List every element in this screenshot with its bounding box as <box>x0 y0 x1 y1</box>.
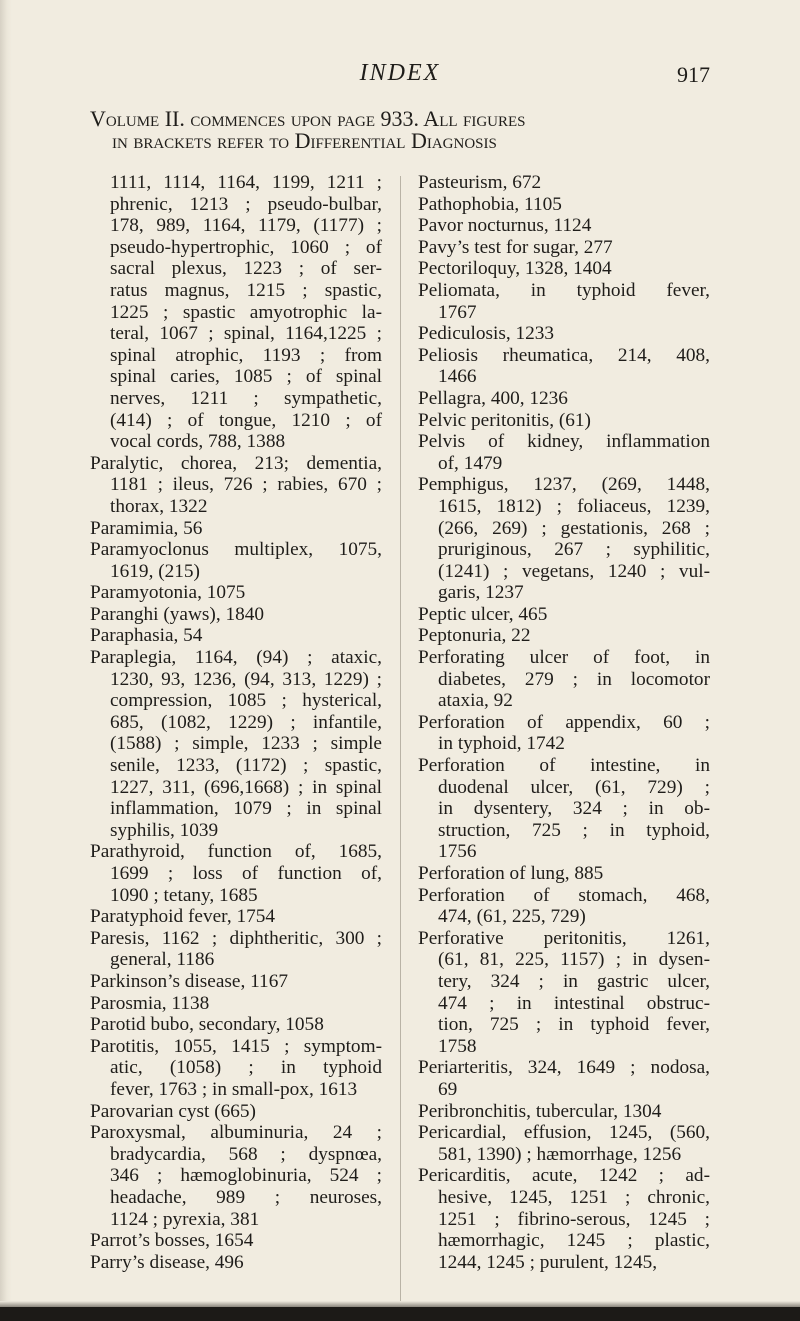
index-line: Pasteurism, 672 <box>418 172 542 193</box>
index-line: tery, 324 ; in gastric ulcer, <box>438 970 710 992</box>
index-line: thorax, 1322 <box>110 495 208 517</box>
index-line: 685, (1082, 1229) ; infantile, <box>110 711 382 733</box>
index-line: Paraplegia, 1164, (94) ; ataxic, <box>90 647 382 669</box>
index-line: Paratyphoid fever, 1754 <box>90 906 276 928</box>
index-line: 346 ; hæmoglobinuria, 524 ; <box>110 1165 382 1187</box>
index-line: of, 1479 <box>438 452 503 474</box>
index-line: 178, 989, 1164, 1179, (1177) ; <box>110 215 382 237</box>
index-line: Pathophobia, 1105 <box>418 193 562 215</box>
volume-notice <box>90 108 710 152</box>
index-line: 1124 ; pyrexia, 381 <box>110 1208 260 1230</box>
index-line: Paranghi (yaws), 1840 <box>90 603 265 625</box>
index-line: Parotid bubo, secondary, 1058 <box>90 1014 324 1036</box>
index-line: general, 1186 <box>110 949 215 971</box>
index-line: 1111, 1114, 1164, 1199, 1211 ; <box>110 172 382 193</box>
index-line: nerves, 1211 ; sympathetic, <box>110 387 382 409</box>
index-line: Pavy’s test for sugar, 277 <box>418 236 613 258</box>
index-line: Peliosis rheumatica, 214, 408, <box>418 344 710 366</box>
index-line: vocal cords, 788, 1388 <box>110 431 286 453</box>
index-line: bradycardia, 568 ; dyspnœa, <box>110 1143 382 1165</box>
index-line: 474 ; in intestinal obstruc- <box>438 992 710 1014</box>
index-line: ratus magnus, 1215 ; spastic, <box>110 279 382 301</box>
index-column-left <box>90 172 382 1273</box>
page-gutter-shadow <box>0 0 12 1321</box>
index-line: spinal caries, 1085 ; of spinal <box>110 366 382 388</box>
index-line: 1181 ; ileus, 726 ; rabies, 670 ; <box>110 474 382 496</box>
index-line: spinal atrophic, 1193 ; from <box>110 344 382 366</box>
column-divider <box>400 176 401 1316</box>
index-line: (1588) ; simple, 1233 ; simple <box>110 733 382 755</box>
index-line: (266, 269) ; gestationis, 268 ; <box>438 517 710 539</box>
index-line: 1767 <box>438 301 477 323</box>
index-line: duodenal ulcer, (61, 729) ; <box>438 776 710 798</box>
index-line: Parry’s disease, 496 <box>90 1251 244 1273</box>
index-line: 1090 ; tetany, 1685 <box>110 884 258 906</box>
index-line: syphilis, 1039 <box>110 819 219 841</box>
index-line: compression, 1085 ; hysterical, <box>110 690 382 712</box>
index-line: Paramyotonia, 1075 <box>90 582 246 604</box>
index-line: tion, 725 ; in typhoid fever, <box>438 1014 710 1036</box>
index-line: Parosmia, 1138 <box>90 992 210 1014</box>
index-line: pseudo-hypertrophic, 1060 ; of <box>110 236 382 258</box>
index-line: sacral plexus, 1223 ; of ser- <box>110 258 382 280</box>
page-bottom-edge <box>0 1307 800 1321</box>
index-line: 1466 <box>438 366 477 388</box>
index-line: 1619, (215) <box>110 560 200 582</box>
index-line: struction, 725 ; in typhoid, <box>438 819 710 841</box>
index-line: pruriginous, 267 ; syphilitic, <box>438 539 710 561</box>
index-line: (61, 81, 225, 1157) ; in dysen- <box>438 949 710 971</box>
index-line: Paramyoclonus multiplex, 1075, <box>90 539 382 561</box>
index-line: 1244, 1245 ; purulent, 1245, <box>438 1251 658 1273</box>
index-line: 1699 ; loss of function of, <box>110 863 382 884</box>
index-line: Pelvic peritonitis, (61) <box>418 409 591 431</box>
index-line: Perforation of lung, 885 <box>418 863 604 884</box>
page-title: INDEX <box>359 60 441 86</box>
index-line: 1225 ; spastic amyotrophic la- <box>110 301 382 323</box>
index-line: 1758 <box>438 1035 477 1057</box>
index-line: Peptic ulcer, 465 <box>418 603 548 625</box>
index-line: Peribronchitis, tubercular, 1304 <box>418 1100 662 1122</box>
running-head <box>0 60 800 90</box>
index-line: 1756 <box>438 841 477 863</box>
index-line: fever, 1763 ; in small-pox, 1613 <box>110 1078 358 1100</box>
index-line: 581, 1390) ; hæmorrhage, 1256 <box>438 1143 682 1165</box>
index-line: (1241) ; vegetans, 1240 ; vul- <box>438 560 710 582</box>
index-line: Paralytic, chorea, 213; dementia, <box>90 452 382 474</box>
index-line: Pericarditis, acute, 1242 ; ad- <box>418 1165 710 1187</box>
index-line: Parotitis, 1055, 1415 ; symptom- <box>90 1035 382 1057</box>
index-line: Pediculosis, 1233 <box>418 323 555 345</box>
index-line: Periarteritis, 324, 1649 ; nodosa, <box>418 1057 710 1079</box>
index-line: Parrot’s bosses, 1654 <box>90 1230 254 1252</box>
index-line: Pemphigus, 1237, (269, 1448, <box>418 474 710 496</box>
notice-line-2: in brackets refer to Differential Diagnosis <box>112 128 497 153</box>
index-line: Pectoriloquy, 1328, 1404 <box>418 258 612 280</box>
index-line: Perforating ulcer of foot, in <box>418 647 710 669</box>
index-line: Parovarian cyst (665) <box>90 1100 256 1122</box>
page-number: 917 <box>677 62 710 87</box>
index-line: Parathyroid, function of, 1685, <box>90 841 382 863</box>
index-line: teral, 1067 ; spinal, 1164,1225 ; <box>110 323 382 345</box>
index-line: Peptonuria, 22 <box>418 625 531 647</box>
index-line: Perforative peritonitis, 1261, <box>418 927 710 949</box>
index-line: 1615, 1812) ; foliaceus, 1239, <box>438 495 710 517</box>
index-line: Pelvis of kidney, inflammation <box>418 431 710 453</box>
index-line: headache, 989 ; neuroses, <box>110 1186 382 1208</box>
index-line: diabetes, 279 ; in locomotor <box>438 668 710 690</box>
index-line: Pellagra, 400, 1236 <box>418 387 568 409</box>
index-line: in typhoid, 1742 <box>438 733 565 755</box>
index-line: senile, 1233, (1172) ; spastic, <box>110 755 382 777</box>
index-line: in dysentery, 324 ; in ob- <box>438 798 710 820</box>
index-line: garis, 1237 <box>438 582 524 604</box>
index-line: 69 <box>438 1078 458 1100</box>
index-line: Perforation of intestine, in <box>418 755 710 777</box>
index-line: Paramimia, 56 <box>90 517 203 539</box>
index-line: hæmorrhagic, 1245 ; plastic, <box>438 1230 710 1252</box>
index-line: Pavor nocturnus, 1124 <box>418 215 592 237</box>
index-line: inflammation, 1079 ; in spinal <box>110 798 382 820</box>
index-line: atic, (1058) ; in typhoid <box>110 1057 382 1079</box>
index-line: hesive, 1245, 1251 ; chronic, <box>438 1186 710 1208</box>
index-column-right <box>418 172 710 1273</box>
index-line: Perforation of stomach, 468, <box>418 884 710 906</box>
index-line: 1251 ; fibrino-serous, 1245 ; <box>438 1208 710 1230</box>
index-line: 474, (61, 225, 729) <box>438 906 586 928</box>
index-line: Paresis, 1162 ; diphtheritic, 300 ; <box>90 927 382 949</box>
index-line: 1227, 311, (696,1668) ; in spinal <box>110 776 382 798</box>
index-line: phrenic, 1213 ; pseudo-bulbar, <box>110 193 382 215</box>
index-line: ataxia, 92 <box>438 690 513 712</box>
index-line: Parkinson’s disease, 1167 <box>90 970 288 992</box>
notice-line-1: Volume II. commences upon page 933. All figures <box>90 106 526 131</box>
index-line: Perforation of appendix, 60 ; <box>418 711 710 733</box>
index-line: Paroxysmal, albuminuria, 24 ; <box>90 1122 382 1144</box>
index-line: Peliomata, in typhoid fever, <box>418 279 710 301</box>
index-line: (414) ; of tongue, 1210 ; of <box>110 409 382 431</box>
index-line: Pericardial, effusion, 1245, (560, <box>418 1122 710 1144</box>
index-line: 1230, 93, 1236, (94, 313, 1229) ; <box>110 668 382 690</box>
index-line: Paraphasia, 54 <box>90 625 203 647</box>
